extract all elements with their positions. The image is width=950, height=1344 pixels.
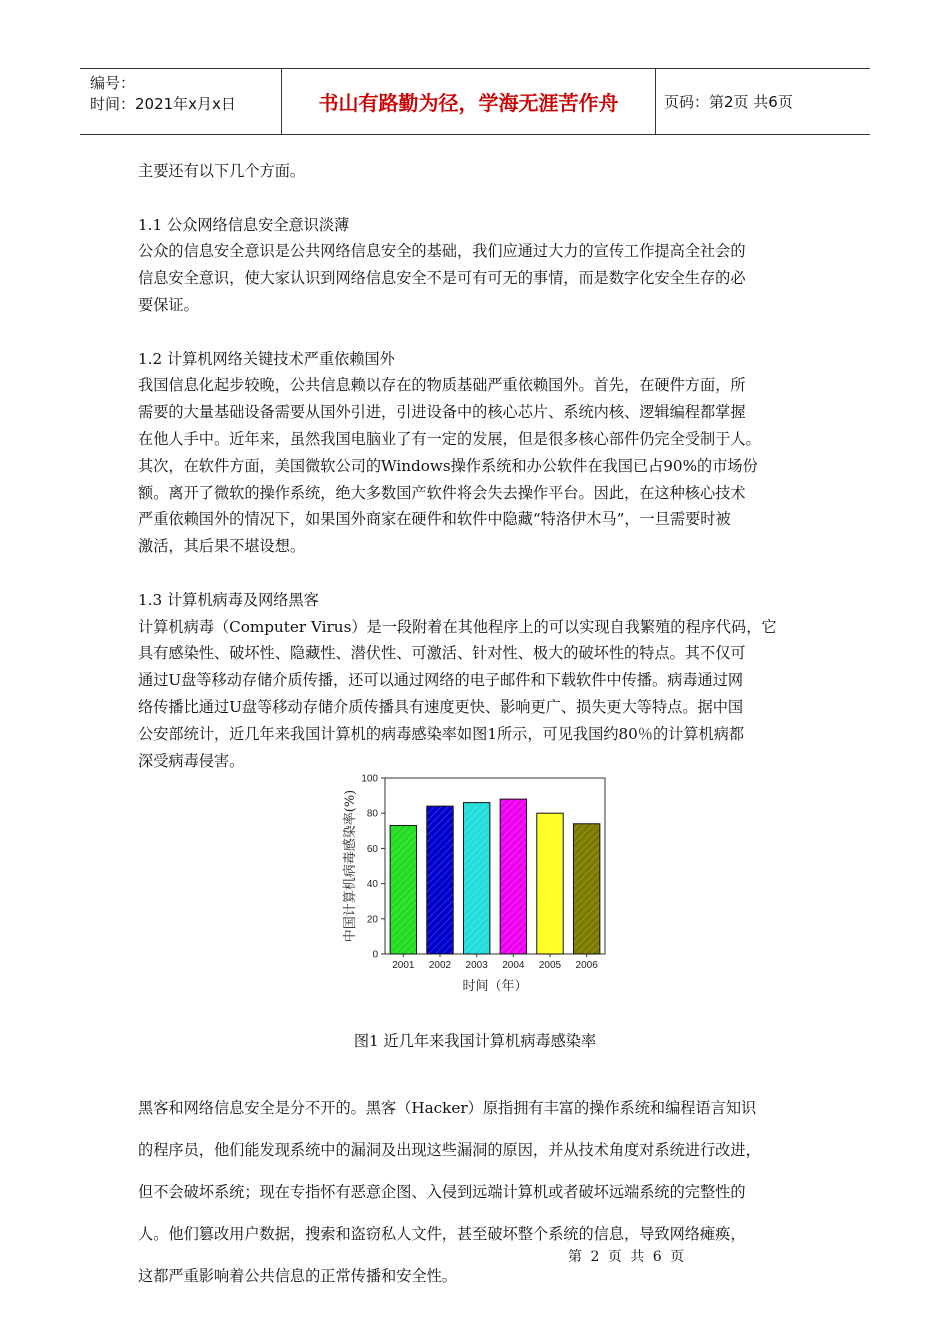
- x-tick-label: 2001: [392, 960, 415, 971]
- paragraph-line: 严重依赖国外的情况下，如果国外商家在硬件和软件中隐藏“特洛伊木马”，一旦需要时被: [138, 510, 731, 529]
- bar-2006: [573, 824, 599, 954]
- page-footer: 第 2 页 共 6 页: [568, 1249, 687, 1265]
- x-tick-label: 2004: [502, 960, 525, 971]
- y-tick-label: 60: [366, 843, 378, 855]
- intro-line: 主要还有以下几个方面。: [138, 162, 306, 180]
- paragraph-line: 计算机病毒（Computer Virus）是一段附着在其他程序上的可以实现自我繁殖的程序代码，它: [138, 617, 777, 636]
- header-meta: [80, 69, 282, 134]
- header-page-info: 页码：第2页 共6页: [664, 93, 793, 111]
- y-tick-label: 80: [366, 808, 378, 820]
- y-axis-label: 中国计算机病毒感染率(%): [343, 789, 358, 943]
- body-text-continued: [138, 1080, 828, 1305]
- paragraph-line: 人。他们篡改用户数据，搜索和盗窃私人文件，甚至破坏整个系统的信息，导致网络瘫痪，: [138, 1225, 746, 1244]
- paragraph-line: 需要的大量基础设备需要从国外引进，引进设备中的核心芯片、系统内核、逻辑编程都掌握: [138, 403, 746, 422]
- bar-2004: [500, 799, 526, 954]
- paragraph-line: 通过U盘等移动存储介质传播，还可以通过网络的电子邮件和下载软件中传播。病毒通过网: [138, 671, 744, 690]
- y-tick-label: 100: [361, 773, 378, 785]
- body-text: [138, 158, 818, 774]
- section-title: 1.2 计算机网络关键技术严重依赖国外: [138, 349, 395, 368]
- paragraph-line: 的程序员，他们能发现系统中的漏洞及出现这些漏洞的原因，并从技术角度对系统进行改进，: [138, 1141, 761, 1160]
- x-tick-label: 2003: [465, 960, 488, 971]
- bar-2002: [427, 806, 453, 954]
- paragraph-line: 这都严重影响着公共信息的正常传播和安全性。: [138, 1267, 457, 1286]
- paragraph-line: 深受病毒侵害。: [138, 751, 245, 770]
- x-tick-label: 2006: [575, 960, 598, 971]
- bar-2005: [537, 813, 563, 954]
- section-title: 1.3 计算机病毒及网络黑客: [138, 590, 319, 609]
- y-tick-label: 0: [372, 949, 378, 961]
- paragraph-line: 其次，在软件方面，美国微软公司的Windows操作系统和办公软件在我国已占90%的市场份: [138, 456, 758, 475]
- paragraph-line: 额。离开了微软的操作系统，绝大多数国产软件将会失去操作平台。因此，在这种核心技术: [138, 483, 746, 502]
- paragraph-line: 公众的信息安全意识是公共网络信息安全的基础，我们应通过大力的宣传工作提高全社会的: [138, 242, 746, 261]
- page-header: [80, 68, 870, 135]
- paragraph-line: 激活，其后果不堪设想。: [138, 537, 306, 556]
- section-title: 1.1 公众网络信息安全意识淡薄: [138, 215, 350, 234]
- paragraph-line: 络传播比通过U盘等移动存储介质传播具有速度更快、影响更广、损失更大等特点。据中国: [138, 697, 744, 716]
- paragraph-line: 在他人手中。近年来，虽然我国电脑业了有一定的发展，但是很多核心部件仍完全受制于人。: [138, 429, 761, 448]
- figure-caption: 图1 近几年来我国计算机病毒感染率: [353, 1032, 597, 1050]
- paragraph-line: 信息安全意识，使大家认识到网络信息安全不是可有可无的事情，而是数字化安全生存的必: [138, 269, 746, 288]
- paragraph-line: 我国信息化起步较晚，公共信息赖以存在的物质基础严重依赖国外。首先，在硬件方面，所: [138, 376, 746, 395]
- paragraph-line: 但不会破坏系统；现在专指怀有恶意企图、入侵到远端计算机或者破坏远端系统的完整性的: [138, 1183, 746, 1202]
- paragraph-line: 公安部统计，近几年来我国计算机的病毒感染率如图1所示，可见我国约80％的计算机病都: [138, 724, 745, 743]
- bar-2003: [463, 803, 489, 954]
- bar-2001: [390, 826, 416, 954]
- y-tick-label: 20: [366, 914, 378, 926]
- paragraph-line: 要保证。: [138, 295, 199, 314]
- x-tick-label: 2002: [428, 960, 452, 971]
- paragraph-line: 具有感染性、破坏性、隐藏性、潜伏性、可激活、针对性、极大的破坏性的特点。其不仅可: [138, 644, 746, 663]
- time-label: 时间：2021年x月x日: [90, 95, 236, 113]
- x-axis-label: 时间（年）: [462, 979, 528, 994]
- chart-svg: [330, 762, 620, 1002]
- plot-frame: [385, 778, 605, 954]
- header-motto: 书山有路勤为径，学海无涯苦作舟: [282, 69, 656, 134]
- y-tick-label: 40: [366, 879, 378, 891]
- number-label: 编号：: [90, 74, 136, 92]
- paragraph-line: 黑客和网络信息安全是分不开的。黑客（Hacker）原指拥有丰富的操作系统和编程语言知识: [138, 1099, 757, 1118]
- infection-rate-chart: [330, 762, 620, 1002]
- x-tick-label: 2005: [538, 960, 562, 971]
